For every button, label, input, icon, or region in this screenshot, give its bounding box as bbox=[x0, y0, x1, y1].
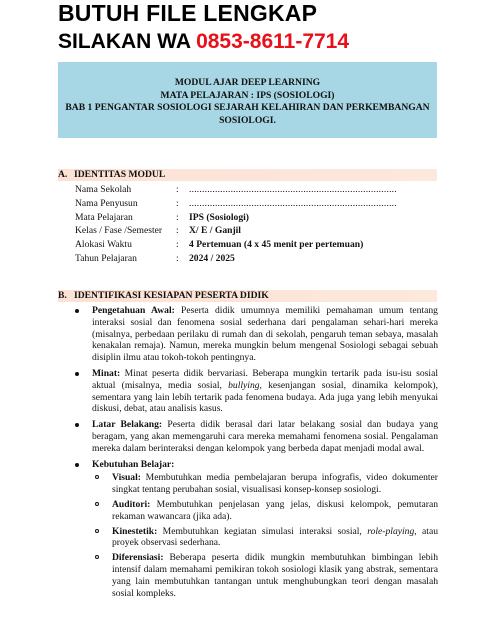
sublist-item-text: Membutuhkan media pembelajaran berupa infografis, video dokumenter singkat tentang perubahan sosial, visualisasi konsep-konsep sosiologi. bbox=[112, 472, 438, 496]
identity-label: Mata Pelajaran bbox=[75, 211, 133, 223]
bullet-icon bbox=[75, 423, 79, 427]
sublist-item-label: Kinestetik: bbox=[112, 525, 158, 537]
promo-phone-number[interactable]: 0853-8611-7714 bbox=[196, 30, 350, 53]
module-header-box bbox=[58, 62, 437, 138]
sublist-item-text: Membutuhkan penjelasan yang jelas, diskusi kelompok, pemutaran rekaman wawancara (jika ada). bbox=[112, 498, 438, 522]
list-item-interest bbox=[70, 368, 438, 415]
list-item-text: Peserta didik berasal dari latar belakang sosial dan budaya yang beragam, yang akan memengaruhi cara mereka memahami fenomena sosial. Pengalaman mereka dalam berinteraksi dengan kelompok yang berbeda dapat menjadi modal awal. bbox=[92, 419, 439, 454]
identity-fill-line: ................................................................................ bbox=[189, 184, 397, 195]
identity-colon: : bbox=[176, 211, 179, 223]
promo-banner bbox=[58, 2, 349, 52]
identity-label: Tahun Pelajaran bbox=[75, 252, 137, 264]
identity-value: 2024 / 2025 bbox=[189, 252, 235, 264]
list-item-label: Minat: bbox=[92, 367, 121, 379]
bullet-icon bbox=[75, 309, 79, 313]
list-item-background bbox=[70, 419, 438, 454]
sublist-item-visual bbox=[92, 472, 438, 496]
section-b-title: IDENTIFIKASI KESIAPAN PESERTA DIDIK bbox=[74, 290, 269, 301]
sublist-item-text-continued: , atau proyek observasi sederhana. bbox=[112, 525, 439, 549]
section-b-letter: B. bbox=[58, 290, 67, 301]
section-a-title: IDENTITAS MODUL bbox=[74, 169, 166, 180]
circle-bullet-icon bbox=[95, 529, 99, 533]
identity-colon: : bbox=[176, 197, 179, 209]
list-item-label: Latar Belakang: bbox=[92, 419, 163, 431]
section-a-letter: A. bbox=[58, 169, 68, 180]
bullet-icon bbox=[75, 372, 79, 376]
sublist-item-text: Beberapa peserta didik mungkin membutuhkan bimbingan lebih intensif dalam memahami pemikiran tokoh sosiologi klasik yang abstrak, sementara yang lain membutuhkan tantangan untuk menghubungkan teori dengan masalah sosial kompleks. bbox=[112, 552, 438, 599]
identity-label: Kelas / Fase /Semester bbox=[75, 225, 163, 237]
circle-bullet-icon bbox=[95, 502, 99, 506]
identity-label: Nama Penyusun bbox=[75, 197, 138, 209]
module-subject: MATA PELAJARAN : IPS (SOSIOLOGI) bbox=[160, 89, 335, 101]
list-item-text: Minat peserta didik bervariasi. Beberapa mungkin tertarik pada isu-isu sosial aktual (misalnya, media sosial, bbox=[92, 367, 438, 391]
bullet-icon bbox=[75, 463, 79, 467]
sublist-item-label: Auditori: bbox=[112, 498, 151, 510]
list-item-text-continued: , kesenjangan sosial, dinamika kelompok), sementara yang lain lebih tertarik pada fenomena budaya. Ada juga yang lebih menyukai diskusi, debat, atau analisis kasus. bbox=[92, 379, 438, 415]
sublist-item-auditory bbox=[92, 499, 438, 523]
sublist-item-italic: role-playing bbox=[367, 525, 415, 537]
readiness-list bbox=[70, 305, 438, 603]
identity-value: IPS (Sosiologi) bbox=[189, 211, 249, 223]
identity-colon: : bbox=[176, 252, 179, 264]
list-item-italic: bullying bbox=[228, 379, 260, 391]
module-title: MODUL AJAR DEEP LEARNING bbox=[174, 77, 321, 88]
module-chapter: BAB 1 PENGANTAR SOSIOLOGI SEJARAH KELAHIRAN DAN PERKEMBANGAN SOSIOLOGI. bbox=[65, 102, 430, 126]
circle-bullet-icon bbox=[95, 475, 99, 479]
identity-value: 4 Pertemuan (4 x 45 menit per pertemuan) bbox=[189, 239, 364, 251]
list-item-prior-knowledge bbox=[70, 305, 438, 364]
identity-colon: : bbox=[176, 225, 179, 237]
list-item-label: Pengetahuan Awal: bbox=[92, 305, 175, 316]
section-b-heading bbox=[58, 290, 437, 302]
learning-needs-sublist bbox=[92, 472, 438, 599]
list-item-label: Kebutuhan Belajar: bbox=[92, 458, 175, 470]
section-a-heading bbox=[58, 169, 437, 181]
promo-line-2 bbox=[58, 31, 349, 52]
identity-fill-line: ................................................................................ bbox=[189, 197, 397, 209]
promo-line-2-prefix: SILAKAN WA bbox=[58, 30, 197, 53]
list-item-text: Peserta didik umumnya memiliki pemahaman umum tentang interaksi sosial dan fenomena sosial sederhana dari pengalaman sehari-hari mereka (misalnya, perbedaan perilaku di rumah dan di sekolah, pengaruh teman sebaya, masalah kenakalan remaja). Namun, mereka mungkin belum mengenal Sosiologi sebagai sebuah disiplin ilmu atau tokoh-tokoh pentingnya. bbox=[92, 305, 438, 364]
identity-value: X/ E / Ganjil bbox=[189, 225, 241, 237]
sublist-item-text: Membutuhkan kegiatan simulasi interaksi sosial, bbox=[157, 525, 368, 537]
identity-label: Alokasi Waktu bbox=[75, 239, 132, 251]
identity-colon: : bbox=[176, 184, 179, 195]
circle-bullet-icon bbox=[95, 555, 99, 559]
sublist-item-kinesthetic bbox=[92, 526, 438, 550]
sublist-item-label: Diferensiasi: bbox=[112, 552, 164, 564]
sublist-item-label: Visual: bbox=[112, 472, 141, 484]
identity-colon: : bbox=[176, 239, 179, 251]
sublist-item-differentiation bbox=[92, 552, 438, 599]
list-item-learning-needs bbox=[70, 459, 438, 600]
promo-line-1: BUTUH FILE LENGKAP bbox=[58, 0, 318, 26]
identity-label: Nama Sekolah bbox=[75, 184, 132, 195]
